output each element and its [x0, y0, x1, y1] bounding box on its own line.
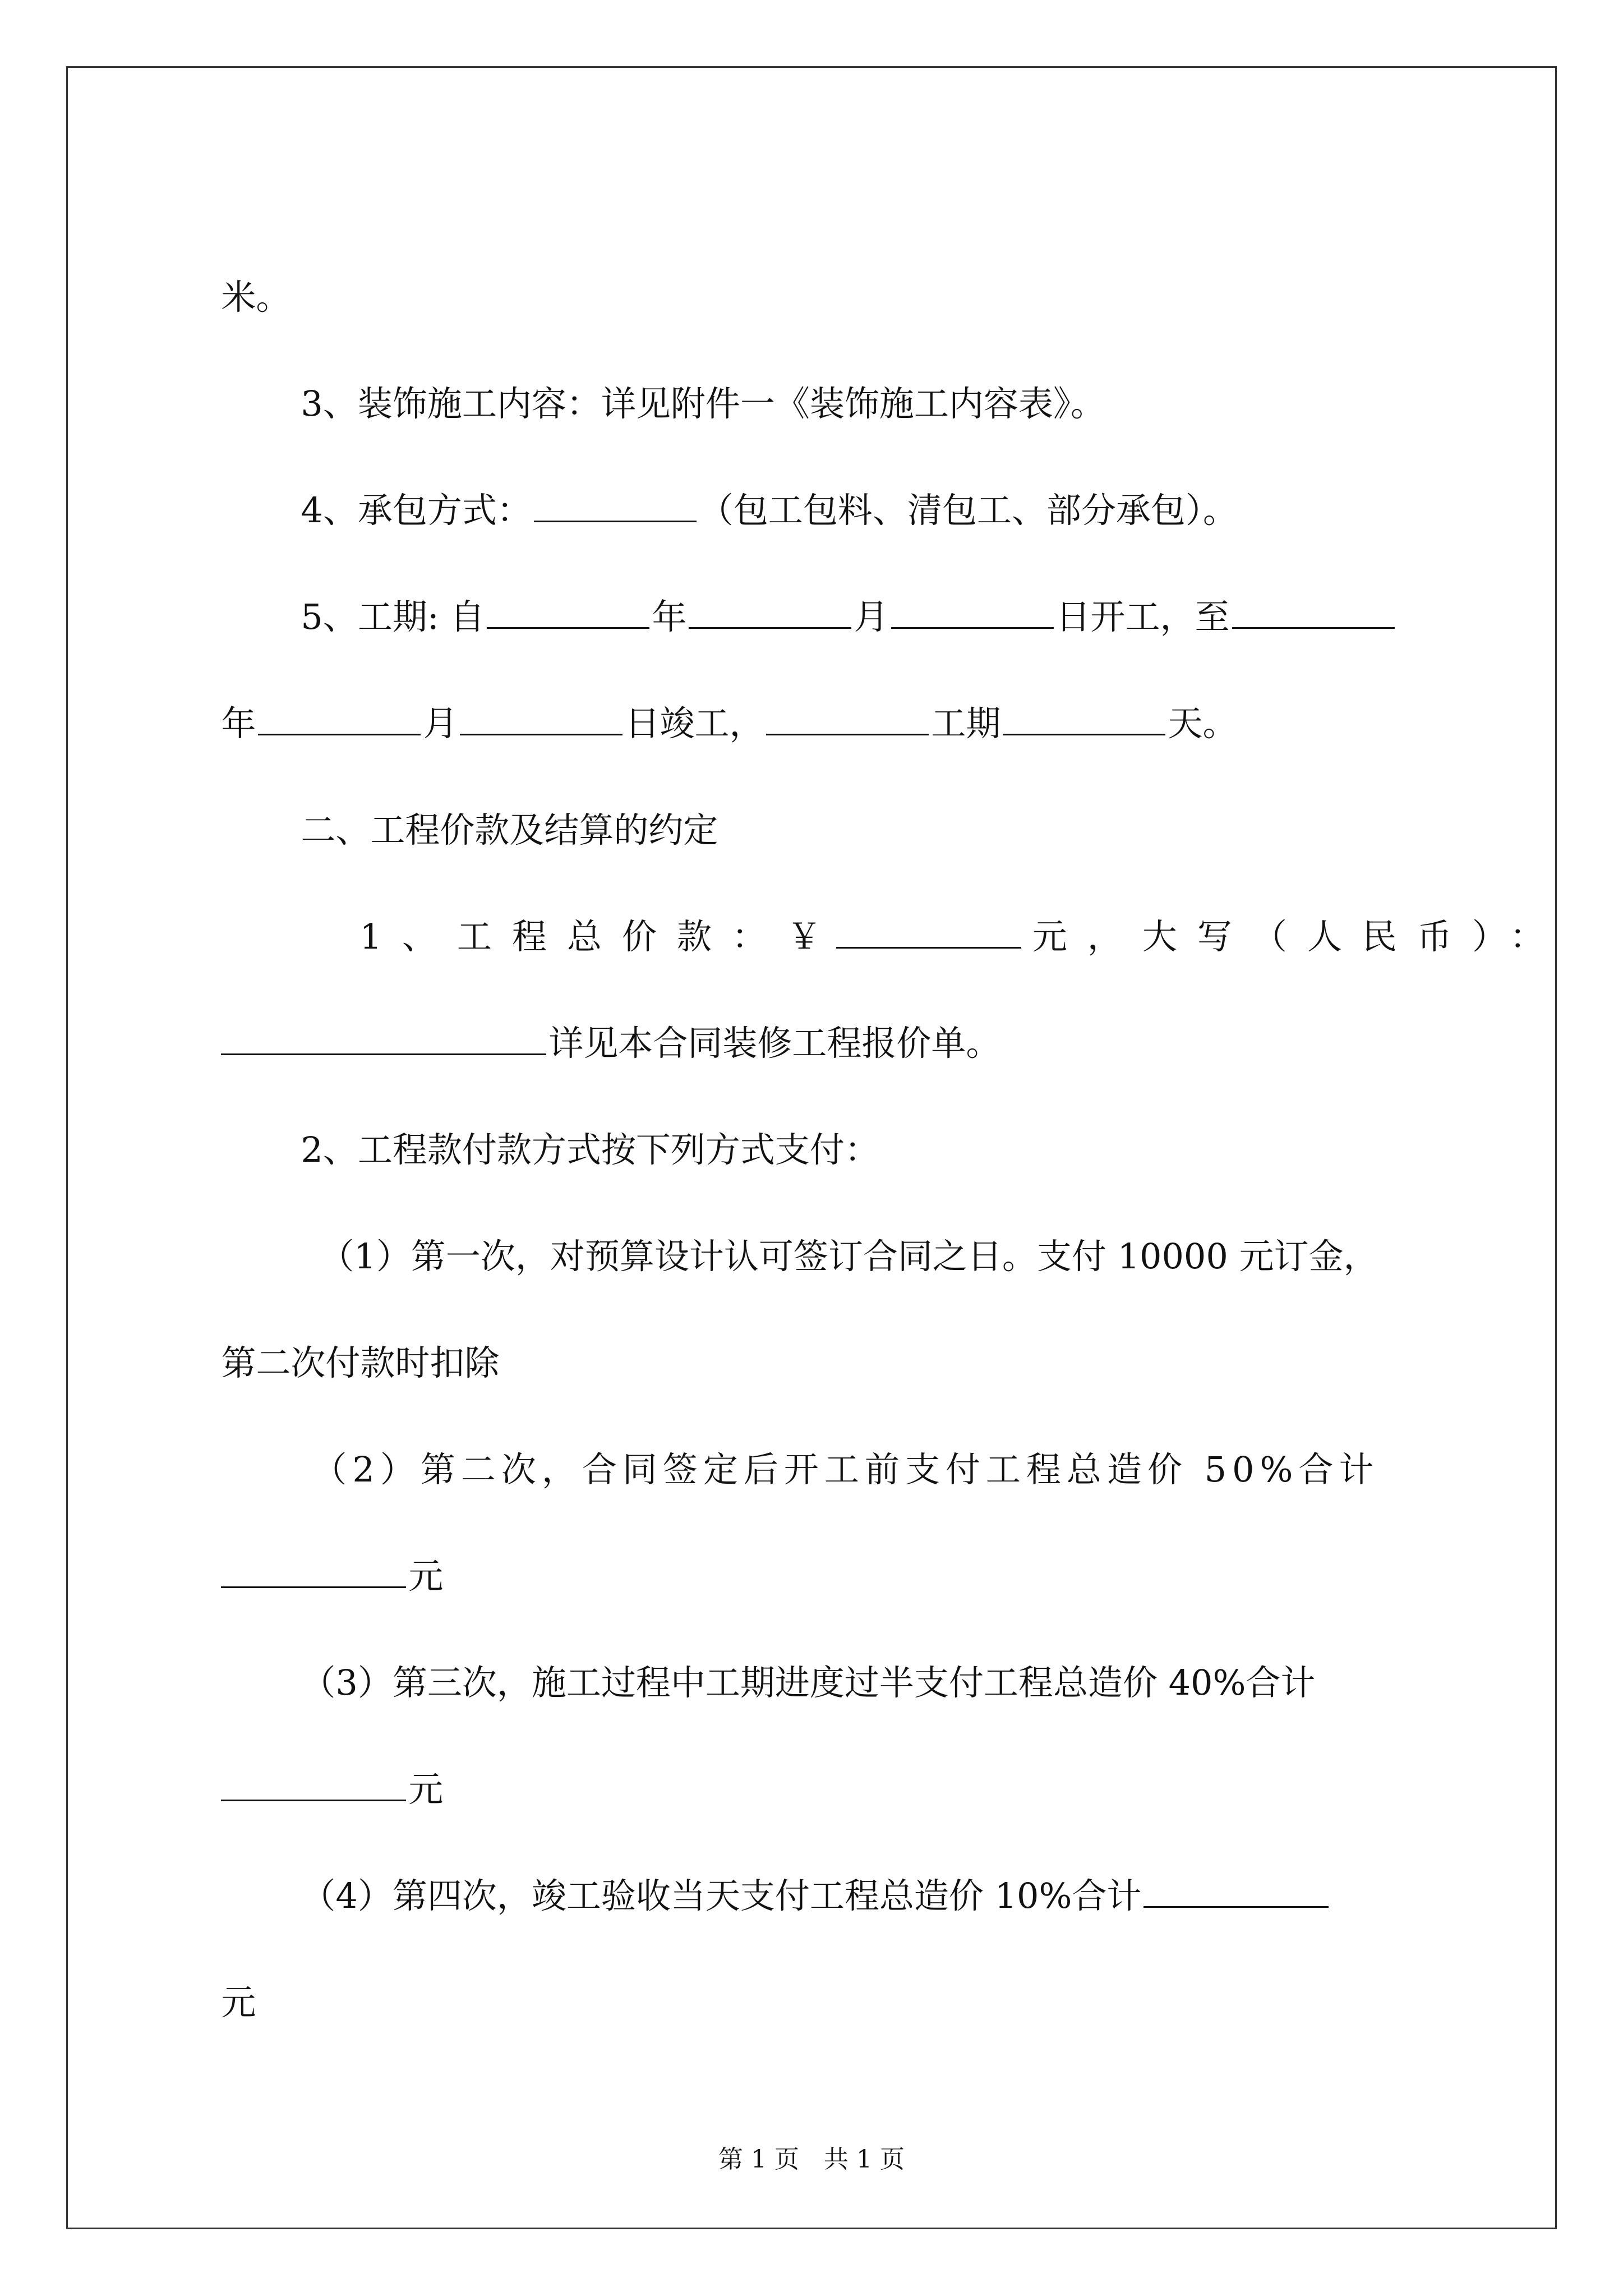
payment-3-amount-blank[interactable]	[221, 1770, 406, 1801]
text-line-payment-4	[279, 1829, 1427, 1918]
payment-1-continuation: 第二次付款时扣除	[221, 1342, 500, 1383]
end-year-blank-1[interactable]	[1232, 598, 1395, 629]
completion-label: 日竣工，	[625, 703, 764, 744]
construction-content-text: 3、装饰施工内容：详见附件一《装饰施工内容表》。	[301, 383, 1105, 424]
section-heading-price	[279, 763, 1427, 853]
total-price-uppercase-label: 元，大写（人民币）：	[1032, 916, 1565, 957]
text-line-schedule-end	[199, 656, 1427, 746]
text-line-payment-2-cont	[199, 1509, 1427, 1599]
contract-method-options: （包工包料、清包工、部分承包）。	[698, 490, 1238, 531]
text-line-payment-1	[297, 1189, 1446, 1279]
total-price-label: 1、工程总价款：￥	[359, 916, 842, 957]
total-price-blank[interactable]	[836, 918, 1021, 949]
page-number-text: 第 1 页 共 1 页	[718, 2145, 905, 2174]
text-continuation: 米。	[221, 277, 291, 318]
text-line-payment-2	[279, 1402, 1427, 1492]
start-work-label: 日开工，至	[1055, 596, 1230, 637]
quote-reference-text: 详见本合同装修工程报价单。	[548, 1023, 1001, 1064]
days-label: 天。	[1168, 703, 1238, 744]
text-line-payment-1-cont	[199, 1296, 1427, 1386]
payment-3-text: （3）第三次，施工过程中工期进度过半支付工程总造价 40%合计	[301, 1662, 1316, 1703]
end-year-blank-2[interactable]	[258, 705, 421, 735]
text-line-schedule	[279, 550, 1427, 639]
start-day-blank[interactable]	[891, 598, 1054, 629]
completion-blank[interactable]	[766, 705, 929, 735]
month-label: 月	[854, 596, 889, 637]
text-line-construction-content	[279, 337, 1427, 426]
page-number-footer	[0, 2143, 1623, 2177]
end-month-label: 月	[423, 703, 458, 744]
payment-2-text: （2）第二次，合同签定后开工前支付工程总造价 50%合计	[312, 1449, 1380, 1490]
text-line-total-price	[297, 869, 1565, 959]
text-line-payment-3-cont	[199, 1722, 1427, 1812]
payment-method-text: 2、工程款付款方式按下列方式支付：	[301, 1129, 879, 1170]
text-line-payment-3	[279, 1616, 1427, 1705]
payment-2-amount-blank[interactable]	[221, 1557, 406, 1588]
text-line-1	[199, 230, 1427, 320]
text-line-total-price-cont	[199, 976, 1427, 1066]
payment-4-amount-blank[interactable]	[1144, 1877, 1329, 1908]
year-label: 年	[652, 596, 687, 637]
contract-method-label: 4、承包方式：	[301, 490, 532, 531]
end-year-label: 年	[221, 703, 256, 744]
text-line-payment-method	[279, 1083, 1427, 1172]
text-line-payment-4-cont	[199, 1935, 1427, 2025]
duration-label: 工期	[931, 703, 1001, 744]
end-month-blank[interactable]	[460, 705, 623, 735]
start-month-blank[interactable]	[689, 598, 851, 629]
text-line-contract-method	[279, 443, 1427, 533]
payment-1-text: （1）第一次，对预算设计认可签订合同之日。支付 10000 元订金，	[319, 1236, 1378, 1277]
contract-method-blank[interactable]	[534, 491, 697, 522]
payment-4-text: （4）第四次，竣工验收当天支付工程总造价 10%合计	[301, 1875, 1142, 1916]
payment-3-yuan: 元	[408, 1769, 444, 1810]
section-heading-text: 二、工程价款及结算的约定	[301, 809, 718, 850]
schedule-label: 5、工期: 自	[301, 596, 485, 637]
start-year-blank[interactable]	[487, 598, 649, 629]
duration-blank[interactable]	[1003, 705, 1165, 735]
uppercase-amount-blank[interactable]	[221, 1024, 546, 1055]
payment-4-yuan: 元	[221, 1982, 256, 2023]
payment-2-yuan: 元	[408, 1556, 444, 1596]
